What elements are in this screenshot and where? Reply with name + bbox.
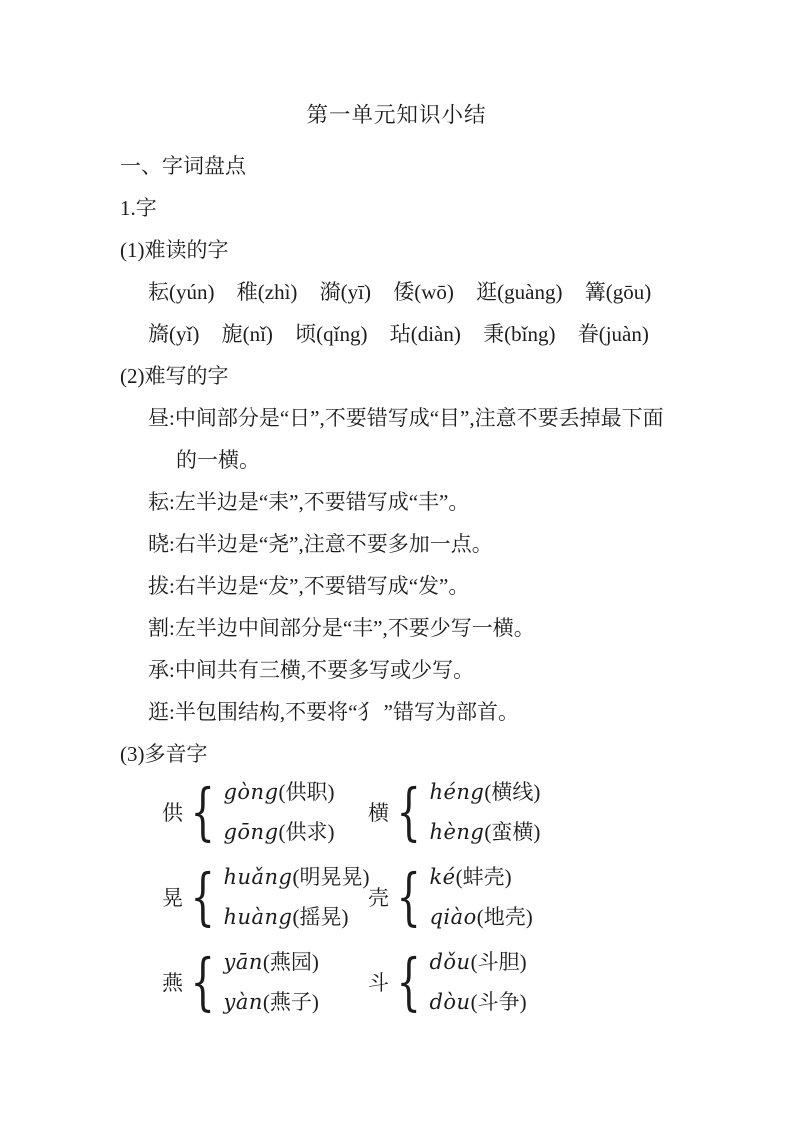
reading-pinyin: gòng <box>223 779 279 804</box>
readings <box>223 772 334 852</box>
polyphone-character: 横 <box>368 800 389 825</box>
brace-icon: { <box>190 944 215 1018</box>
readings <box>223 857 369 937</box>
hard-read-entry: 顷(qǐng) <box>295 322 368 346</box>
reading-pinyin: qiào <box>429 904 477 929</box>
polyphone-group-gong <box>162 772 368 852</box>
polyphone-group-heng <box>368 772 540 852</box>
hard-write-note-ba <box>148 565 703 607</box>
reading-word: (供求) <box>278 819 335 844</box>
hard-read-entry: 眷(juàn) <box>577 322 649 346</box>
note-character: 拔: <box>148 574 175 598</box>
part-label-hard-to-write: (2)难写的字 <box>120 364 229 388</box>
reading-line <box>429 772 540 812</box>
reading-line <box>429 812 540 852</box>
reading-line <box>223 942 318 982</box>
polyphone-group-yan <box>162 942 368 1022</box>
reading-word: (燕园) <box>262 949 319 974</box>
reading-line <box>223 812 334 852</box>
reading-word: (蚌壳) <box>455 864 512 889</box>
document-body <box>0 145 793 1024</box>
reading-line <box>223 982 318 1022</box>
reading-word: (明晃晃) <box>292 864 370 889</box>
polyphone-row-3 <box>162 939 703 1024</box>
reading-line <box>429 897 532 937</box>
reading-pinyin: héng <box>429 779 485 804</box>
hard-write-note-ge <box>148 607 703 649</box>
hard-write-note-yun <box>148 481 703 523</box>
note-character: 耘: <box>148 490 175 514</box>
hard-write-note-xiao <box>148 523 703 565</box>
note-text-continuation: 的一横。 <box>176 448 260 472</box>
brace-icon: { <box>190 774 215 848</box>
note-character: 昼: <box>148 406 175 430</box>
reading-pinyin: dòu <box>429 989 471 1014</box>
page-title: 第一单元知识小结 <box>306 103 487 127</box>
hard-read-line-1 <box>148 271 703 313</box>
reading-word: (燕子) <box>262 989 319 1014</box>
note-text: 半包围结构,不要将“犭 ”错写为部首。 <box>174 700 519 724</box>
polyphone-character: 供 <box>162 800 183 825</box>
reading-word: (地壳) <box>476 904 533 929</box>
hard-read-line-2 <box>148 313 703 355</box>
reading-pinyin: ké <box>429 864 456 889</box>
hard-read-entry: 逛(guàng) <box>476 280 563 304</box>
reading-word: (斗胆) <box>470 949 527 974</box>
brace-icon: { <box>396 859 421 933</box>
section-heading-word-inventory: 一、字词盘点 <box>120 154 246 178</box>
polyphone-character: 晃 <box>162 885 183 910</box>
hard-read-entry: 秉(bǐng) <box>483 322 556 346</box>
note-text: 中间共有三横,不要多写或少写。 <box>174 658 475 682</box>
hard-read-entry: 玷(diàn) <box>389 322 461 346</box>
reading-word: (蛮横) <box>484 819 541 844</box>
reading-pinyin: gōng <box>223 819 279 844</box>
hard-read-entry: 篝(gōu) <box>584 280 652 304</box>
reading-pinyin: hèng <box>429 819 485 844</box>
reading-word: (斗争) <box>470 989 527 1014</box>
note-text: 左半边中间部分是“丰”,不要少写一横。 <box>174 616 535 640</box>
note-text: 右半边是“尧”,注意不要多加一点。 <box>174 532 493 556</box>
polyphone-character: 斗 <box>368 970 389 995</box>
hard-read-entry: 稚(zhì) <box>236 280 298 304</box>
note-character: 晓: <box>148 532 175 556</box>
hard-write-note-cheng <box>148 649 703 691</box>
polyphone-group-huang <box>162 857 368 937</box>
reading-pinyin: huàng <box>223 904 293 929</box>
note-text: 中间部分是“日”,不要错写成“目”,注意不要丢掉最下面 <box>174 406 664 430</box>
polyphone-table <box>120 769 703 1024</box>
reading-line <box>223 772 334 812</box>
reading-word: (横线) <box>484 779 541 804</box>
part-label-hard-to-read: (1)难读的字 <box>120 238 229 262</box>
brace-icon: { <box>396 774 421 848</box>
reading-pinyin: yàn <box>223 989 263 1014</box>
reading-line <box>429 942 526 982</box>
note-character: 逛: <box>148 700 175 724</box>
hard-write-note-zhou <box>148 397 703 481</box>
polyphone-row-2 <box>162 854 703 939</box>
polyphone-group-dou <box>368 942 527 1022</box>
reading-line <box>223 897 369 937</box>
polyphone-character: 燕 <box>162 970 183 995</box>
readings <box>429 772 540 852</box>
hard-read-entry: 耘(yún) <box>148 280 215 304</box>
hard-write-note-guang <box>148 691 703 733</box>
subsection-heading-characters: 1.字 <box>120 196 157 220</box>
note-character: 割: <box>148 616 175 640</box>
polyphone-group-ke <box>368 857 533 937</box>
reading-word: (摇晃) <box>292 904 349 929</box>
readings <box>429 942 526 1022</box>
readings <box>429 857 532 937</box>
part-label-polyphones: (3)多音字 <box>120 742 208 766</box>
brace-icon: { <box>190 859 215 933</box>
polyphone-character: 壳 <box>368 885 389 910</box>
readings <box>223 942 318 1022</box>
reading-pinyin: dǒu <box>429 949 471 974</box>
brace-icon: { <box>396 944 421 1018</box>
hard-read-entry: 漪(yī) <box>319 280 371 304</box>
reading-line <box>223 857 369 897</box>
reading-line <box>429 982 526 1022</box>
note-text: 右半边是“犮”,不要错写成“发”。 <box>174 574 470 598</box>
hard-read-entry: 旎(nǐ) <box>221 322 273 346</box>
hard-read-entry: 倭(wō) <box>393 280 454 304</box>
reading-word: (供职) <box>278 779 335 804</box>
polyphone-row-1 <box>162 769 703 854</box>
reading-pinyin: huǎng <box>223 864 293 889</box>
reading-line <box>429 857 532 897</box>
hard-read-entry: 旖(yǐ) <box>148 322 200 346</box>
reading-pinyin: yān <box>223 949 263 974</box>
note-text: 左半边是“耒”,不要错写成“丰”。 <box>174 490 470 514</box>
note-character: 承: <box>148 658 175 682</box>
